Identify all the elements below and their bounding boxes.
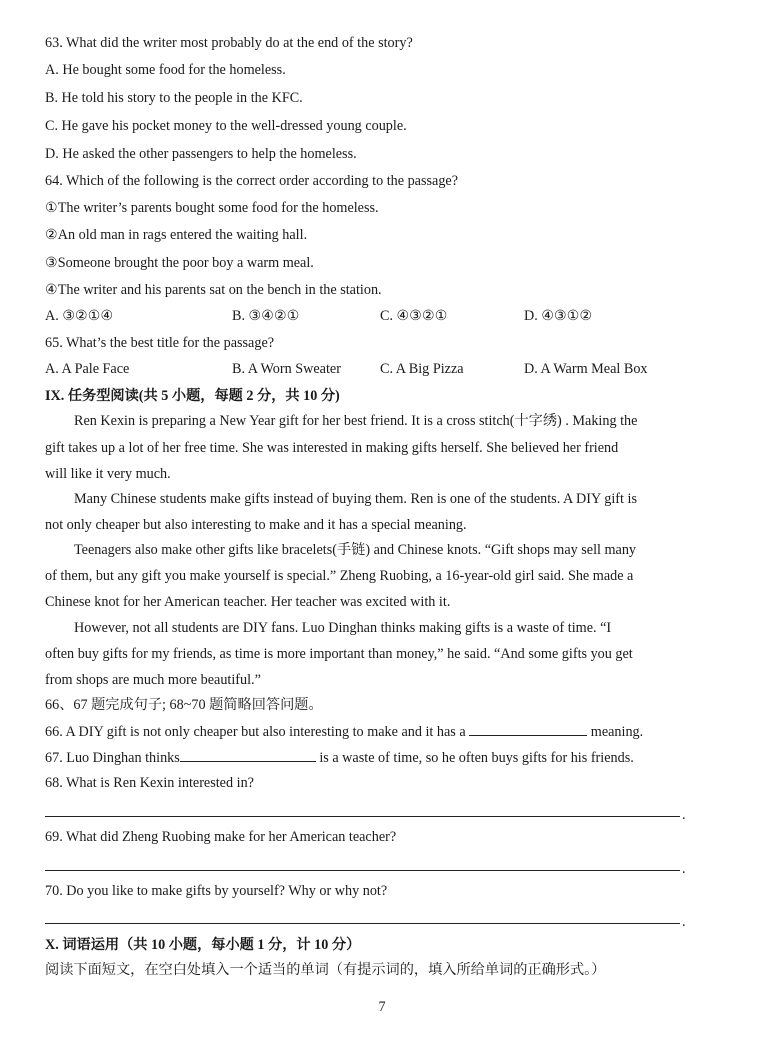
task-instructions: 66、67 题完成句子; 68~70 题简略回答问题。	[45, 697, 323, 713]
q68-answer-dot: .	[682, 807, 686, 823]
q63-option-b: B. He told his story to the people in the KFC.	[45, 90, 303, 106]
q63-option-c: C. He gave his pocket money to the well-dressed young couple.	[45, 118, 407, 134]
q64-option-a: A. ③②①④	[45, 308, 114, 324]
q70-answer-line[interactable]	[45, 923, 680, 924]
q65-option-a: A. A Pale Face	[45, 361, 130, 377]
q67-blank[interactable]	[180, 748, 316, 762]
passage-line: not only cheaper but also interesting to make and it has a special meaning.	[45, 517, 467, 533]
q66-blank[interactable]	[469, 722, 587, 736]
passage-line: will like it very much.	[45, 466, 171, 482]
q63-option-a: A. He bought some food for the homeless.	[45, 62, 286, 78]
section-9-heading: IX. 任务型阅读(共 5 小题，每题 2 分，共 10 分)	[45, 388, 340, 404]
q64-question: 64. Which of the following is the correct order according to the passage?	[45, 173, 459, 189]
page-number: 7	[378, 999, 386, 1015]
passage-line: Teenagers also make other gifts like bracelets(手链) and Chinese knots. “Gift shops may sell many	[74, 542, 637, 558]
q66-text-after: meaning.	[590, 724, 644, 740]
q67-text-after: is a waste of time, so he often buys gifts for his friends.	[319, 750, 634, 766]
section-10-heading: X. 词语运用（共 10 小题，每小题 1 分，计 10 分）	[45, 937, 361, 953]
q65-option-c: C. A Big Pizza	[380, 361, 464, 377]
passage-line: Chinese knot for her American teacher. Her teacher was excited with it.	[45, 594, 451, 610]
passage-line: However, not all students are DIY fans. Luo Dinghan thinks making gifts is a waste of time. “I	[74, 620, 612, 636]
q64-event-1: ①The writer’s parents bought some food for the homeless.	[45, 200, 379, 216]
q65-option-d: D. A Warm Meal Box	[524, 361, 648, 377]
passage-line: often buy gifts for my friends, as time is more important than money,” he said. “And some gifts you get	[45, 646, 633, 662]
q63-option-d: D. He asked the other passengers to help the homeless.	[45, 146, 357, 162]
q65-option-b: B. A Worn Sweater	[232, 361, 341, 377]
q64-option-d: D. ④③①②	[524, 308, 593, 324]
q66-sentence	[45, 722, 643, 741]
q69-answer-line[interactable]	[45, 870, 680, 871]
q70-question: 70. Do you like to make gifts by yourself? Why or why not?	[45, 883, 388, 899]
q64-event-3: ③Someone brought the poor boy a warm meal.	[45, 255, 314, 271]
q64-event-2: ②An old man in rags entered the waiting hall.	[45, 227, 308, 243]
q69-answer-dot: .	[682, 861, 686, 877]
q68-answer-line[interactable]	[45, 816, 680, 817]
q67-text-before: 67. Luo Dinghan thinks	[45, 750, 180, 766]
q70-answer-dot: .	[682, 914, 686, 930]
passage-line: from shops are much more beautiful.”	[45, 672, 261, 688]
passage-line: gift takes up a lot of her free time. She was interested in making gifts herself. She believed her friend	[45, 440, 619, 456]
q64-event-4: ④The writer and his parents sat on the bench in the station.	[45, 282, 382, 298]
section-10-instruction: 阅读下面短文，在空白处填入一个适当的单词（有提示词的，填入所给单词的正确形式。）	[45, 962, 606, 978]
q64-option-b: B. ③④②①	[232, 308, 300, 324]
q64-option-c: C. ④③②①	[380, 308, 448, 324]
q69-question: 69. What did Zheng Ruobing make for her American teacher?	[45, 829, 397, 845]
passage-line: of them, but any gift you make yourself is special.” Zheng Ruobing, a 16-year-old girl said. She made a	[45, 568, 634, 584]
q63-question: 63. What did the writer most probably do at the end of the story?	[45, 35, 413, 51]
q68-question: 68. What is Ren Kexin interested in?	[45, 775, 254, 791]
passage-line: Many Chinese students make gifts instead of buying them. Ren is one of the students. A DIY gift is	[74, 491, 637, 507]
passage-line: Ren Kexin is preparing a New Year gift for her best friend. It is a cross stitch(十字绣) . Making the	[74, 413, 638, 429]
q67-sentence	[45, 748, 634, 767]
q66-text-before: 66. A DIY gift is not only cheaper but also interesting to make and it has a	[45, 724, 466, 740]
q65-question: 65. What’s the best title for the passage?	[45, 335, 275, 351]
